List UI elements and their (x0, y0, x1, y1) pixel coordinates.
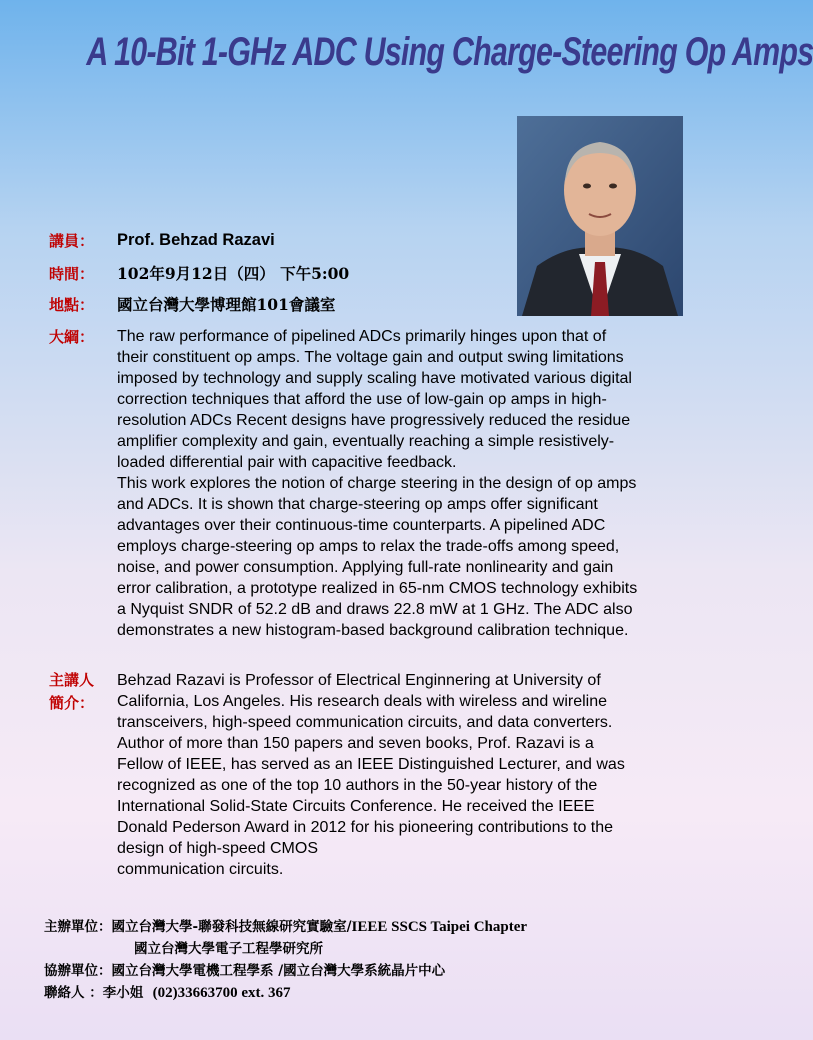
poster-title: A 10-Bit 1-GHz ADC Using Charge-Steering Op Amps (86, 30, 813, 74)
bio-line: recognized as one of the top 10 authors in the 50-year history of the (117, 777, 598, 794)
abstract-line: error calibration, a prototype realized in 65-nm CMOS technology exhibits (117, 580, 638, 597)
abstract-line: demonstrates a new histogram-based background calibration technique. (117, 622, 629, 639)
abstract-line: their constituent op amps. The voltage gain and output swing limitations (117, 349, 624, 366)
organizer-1-cjk: 國立台灣大學-聯發科技無線研究實驗室/ (111, 919, 352, 935)
abstract-line: noise, and power consumption. Applying full-rate nonlinearity and gain (117, 559, 614, 576)
bio-line: Donald Pederson Award in 2012 for his pioneering contributions to the (117, 819, 614, 836)
bio-line: Author of more than 150 papers and seven books, Prof. Razavi is a (117, 735, 594, 752)
coorganizer-line (44, 960, 445, 982)
organizer-2: 國立台灣大學電子工程學研究所 (134, 941, 323, 957)
abstract-line: and ADCs. It is shown that charge-steering op amps offer significant (117, 496, 598, 513)
bio-text (117, 670, 697, 880)
location-label: 地點： (49, 296, 95, 314)
abstract-line: employs charge-steering op amps to relax the trade-offs among speed, (117, 538, 620, 555)
contact-name: 李小姐 (102, 985, 144, 1001)
bio-label-line-1: 主講人 (49, 671, 95, 689)
event-location: 國立台灣大學博理館101會議室 (117, 295, 336, 314)
speaker-name: Prof. Behzad Razavi (117, 231, 275, 249)
bio-line: communication circuits. (117, 861, 284, 878)
abstract-line: The raw performance of pipelined ADCs primarily hinges upon that of (117, 328, 607, 345)
organizer-label: 主辦單位： (44, 919, 112, 935)
abstract-line: imposed by technology and supply scaling have motivated various digital (117, 370, 632, 387)
contact-label: 聯絡人 ： (44, 985, 103, 1001)
bio-line: Behzad Razavi is Professor of Electrical Enginnering at University of (117, 672, 601, 689)
bio-line: California, Los Angeles. His research deals with wireless and wireline (117, 693, 608, 710)
organizer-line (44, 916, 527, 938)
abstract-line: resolution ADCs Recent designs have progressively reduced the residue (117, 412, 631, 429)
bio-label-line-2: 簡介： (49, 694, 95, 712)
speaker-photo (517, 116, 683, 316)
abstract-line: loaded differential pair with capacitive feedback. (117, 454, 457, 471)
abstract-text (117, 326, 697, 641)
contact-phone: (02)33663700 ext. 367 (152, 985, 291, 1001)
coorganizer-label: 協辦單位： (44, 963, 112, 979)
abstract-label: 大綱： (49, 328, 95, 346)
coorganizer: 國立台灣大學電機工程學系 /國立台灣大學系統晶片中心 (111, 963, 446, 979)
speaker-label: 講員： (49, 232, 95, 250)
bio-line: Fellow of IEEE, has served as an IEEE Distinguished Lecturer, and was (117, 756, 625, 773)
event-time: 102年9月12日（四） 下午5:00 (117, 264, 350, 283)
bio-line: International Solid-State Circuits Conference. He received the IEEE (117, 798, 595, 815)
time-label: 時間： (49, 265, 95, 283)
bio-line: design of high-speed CMOS (117, 840, 318, 857)
contact-line (44, 982, 291, 1004)
abstract-line: advantages over their continuous-time counterparts. A pipelined ADC (117, 517, 606, 534)
bio-line: transceivers, high-speed communication circuits, and data converters. (117, 714, 613, 731)
abstract-line: amplifier complexity and gain, eventually reaching a simple resistively- (117, 433, 615, 450)
abstract-line: correction techniques that afford the use of low-gain op amps in high- (117, 391, 607, 408)
organizer-1-en: IEEE SSCS Taipei Chapter (351, 919, 528, 935)
abstract-line: a Nyquist SNDR of 52.2 dB and draws 22.8 mW at 1 GHz. The ADC also (117, 601, 633, 618)
abstract-line: This work explores the notion of charge steering in the design of op amps (117, 475, 637, 492)
